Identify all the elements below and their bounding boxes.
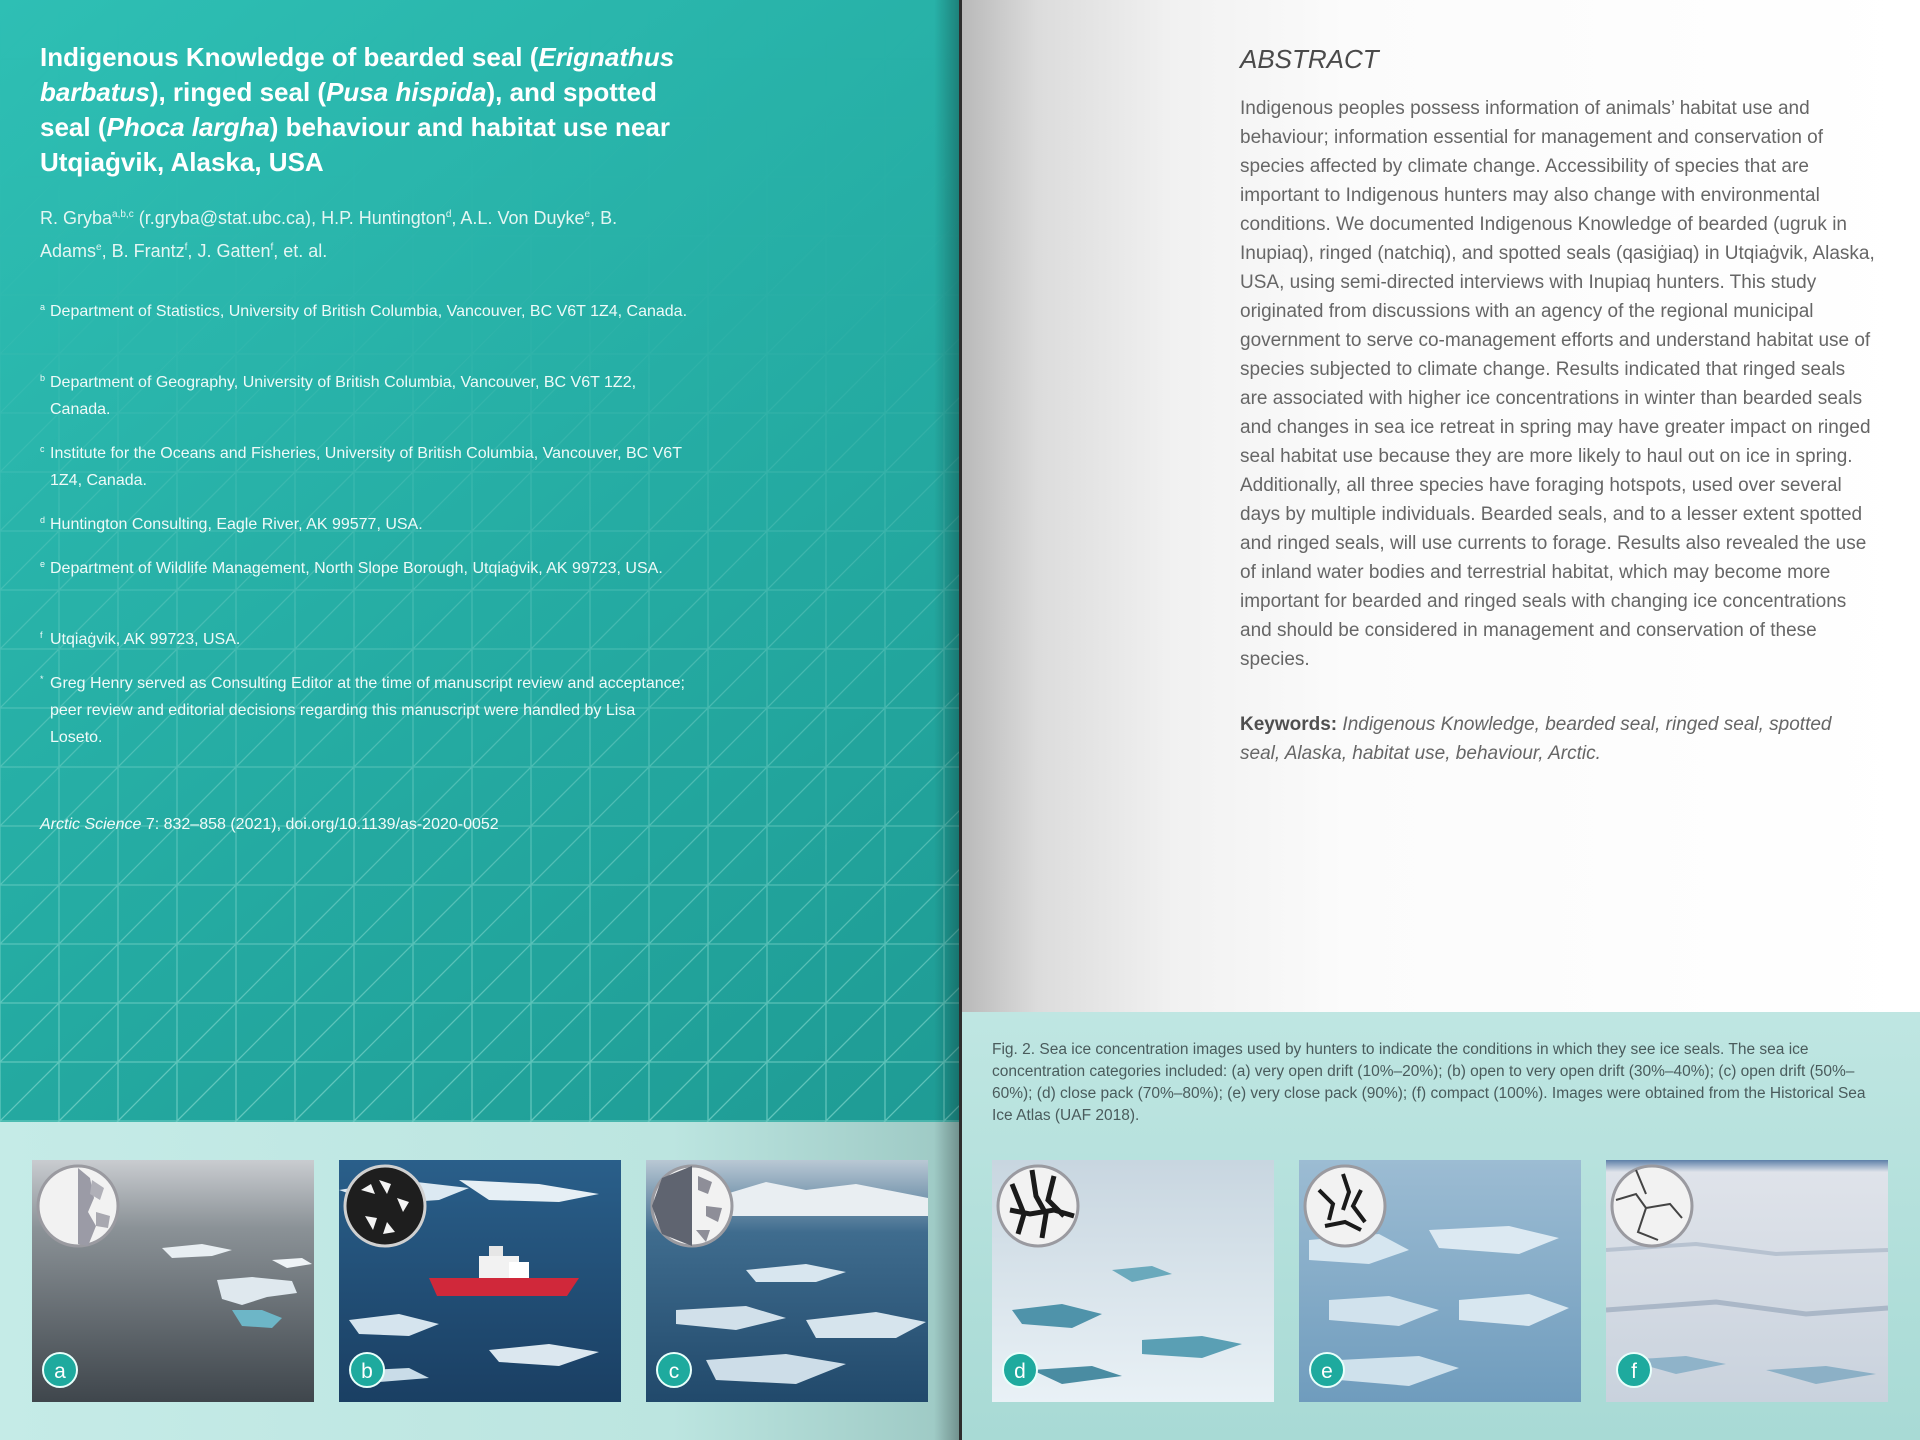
author-affiliation-marker: e: [584, 209, 591, 220]
author-name: B. Adams: [40, 208, 618, 261]
affiliation-item: [40, 511, 690, 538]
title-text: ) behaviour and habitat use near Utqiaġvik, Alaska, USA: [40, 112, 670, 177]
grid-line: [884, 0, 960, 1122]
keywords-label: Keywords:: [1240, 714, 1338, 735]
figure-panel-d: [992, 1160, 1274, 1402]
author-name: R. Gryba: [40, 208, 113, 228]
affiliation-item: [40, 670, 690, 751]
icebreaker-ship: [429, 1278, 579, 1296]
panel-label-c: c: [656, 1352, 692, 1388]
author-name: A.L. Von Duyke: [460, 208, 585, 228]
author-affiliation-marker: f: [184, 242, 188, 253]
grid-line: [707, 0, 960, 1122]
authors-tail: et. al.: [283, 241, 328, 261]
affiliation-text: Department of Wildlife Management, North Slope Borough, Utqiaġvik, AK 99723, USA.: [50, 560, 663, 577]
book-spine: [959, 0, 962, 1440]
grid-line: [825, 0, 960, 1122]
title-text: Indigenous Knowledge of bearded seal (: [40, 42, 539, 72]
author-affiliation-marker: a,b,c: [112, 209, 134, 220]
figure-panel-b: [339, 1160, 621, 1402]
author-email[interactable]: (r.gryba@stat.ubc.ca): [133, 208, 312, 228]
figure-caption: Fig. 2. Sea ice concentration images used by hunters to indicate the conditions in which they see ice seals. The sea ice concentration categories included: (a) very open drift (10%–20%); (b) open to very open drift (30%–40%); (c) open drift (50%–60%); (d) close pack (70%–80%); (e) very close pack (90%); (f) compact (100%). Images were obtained from the Historical Sea Ice Atlas (UAF 2018).: [992, 1041, 1866, 1124]
abstract-heading: ABSTRACT: [1240, 44, 1379, 74]
affiliation-letter: f: [40, 630, 43, 640]
panel-label-d: d: [1002, 1352, 1038, 1388]
citation: [40, 816, 499, 834]
affiliation-text: Greg Henry served as Consulting Editor at the time of manuscript review and acceptance; peer review and editorial decisions regarding this manuscript were handled by Lisa Loseto.: [50, 675, 685, 746]
ice-concentration-icon-d: [998, 1166, 1078, 1246]
affiliation-letter: *: [40, 674, 44, 684]
panel-label-e: e: [1309, 1352, 1345, 1388]
title-species-name: Phoca largha: [106, 112, 270, 142]
figure-panel-f: [1606, 1160, 1888, 1402]
author-name: H.P. Huntington: [321, 208, 446, 228]
author-affiliation-marker: e: [96, 242, 102, 253]
abstract-body: Indigenous peoples possess information of animals’ habitat use and behaviour; information essential for management and conservation of species affected by climate change. Accessibility of species that are important to Indigenous hunters may also change with environmental conditions. We documented Indigenous Knowledge of bearded (ugruk in Inupiaq), ringed (natchiq), and spotted seals (qasiġiaq) in Utqiaġvik, Alaska, USA, using semi-directed interviews with Inupiaq hunters. This study originated from discussions with an agency of the regional municipal government to serve co-management efforts and understand habitat use of species subjected to climate change. Results indicated that ringed seals are associated with higher ice concentrations in winter than bearded seals and changes in sea ice retreat in spring may have greater impact on ringed seal habitat use because they are more likely to haul out on ice in spring. Additionally, all three species have foraging hotspots, used over several days by multiple individuals. Bearded seals, and to a lesser extent spotted and ringed seals, will use currents to forage. Results also revealed the use of inland water bodies and terrestrial habitat, which may become more important for bearded and ringed seals with changing ice concentrations and should be considered in management and conservation of these species.: [1240, 98, 1875, 670]
affiliation-text: Huntington Consulting, Eagle River, AK 99577, USA.: [50, 516, 423, 533]
affiliation-text: Institute for the Oceans and Fisheries, University of British Columbia, Vancouver, BC V6T 1Z4, Canada.: [50, 445, 682, 489]
affiliation-item: [40, 440, 690, 494]
citation-details: 7: 832–858 (2021),: [141, 816, 286, 833]
panel-label-f: f: [1616, 1352, 1652, 1388]
affiliation-item: [40, 626, 690, 653]
author-affiliation-marker: d: [445, 209, 452, 220]
author-name: B. Frantz: [111, 241, 185, 261]
affiliation-text: Department of Geography, University of British Columbia, Vancouver, BC V6T 1Z2, Canada.: [50, 374, 637, 418]
affiliation-item: [40, 298, 690, 325]
title-text: ), ringed seal (: [149, 77, 327, 107]
affiliation-item: [40, 555, 690, 582]
keywords: [1240, 710, 1876, 768]
title-species-name: Pusa hispida: [326, 77, 487, 107]
article-title: [40, 40, 700, 180]
figure-panel-a: [32, 1160, 314, 1402]
affiliation-letter: e: [40, 559, 46, 569]
figure-panel-e: [1299, 1160, 1581, 1402]
keywords-list: Indigenous Knowledge, bearded seal, ringed seal, spotted seal, Alaska, habitat use, behaviour, Arctic.: [1240, 714, 1832, 764]
title-text: ), and spotted seal (: [40, 77, 657, 142]
affiliation-text: Utqiaġvik, AK 99723, USA.: [50, 631, 241, 648]
citation-journal: Arctic Science: [40, 816, 142, 833]
ice-concentration-icon-b: [345, 1166, 425, 1246]
citation-doi[interactable]: doi.org/10.1139/as-2020-0052: [285, 816, 499, 833]
affiliation-letter: a: [40, 302, 46, 312]
grid-line: [943, 0, 960, 1122]
panel-label-a: a: [42, 1352, 78, 1388]
affiliation-letter: d: [40, 515, 46, 525]
panel-label-b: b: [349, 1352, 385, 1388]
affiliation-letter: c: [40, 444, 45, 454]
affiliation-letter: b: [40, 373, 46, 383]
author-name: J. Gatten: [197, 241, 271, 261]
affiliation-text: Department of Statistics, University of British Columbia, Vancouver, BC V6T 1Z4, Canada.: [50, 303, 688, 320]
affiliation-item: [40, 369, 690, 423]
figure-panel-c: [646, 1160, 928, 1402]
author-list: R. Gryba$^{a,b,c}$ (r.gryba@stat.ubc.ca), H.P. Huntington$^d$, A.L. Von Duyke$^e$, B. Adams$^e$, B. Frantz$^f$, J. Gatten$^f$, et. al.: [40, 208, 618, 261]
author-affiliation-marker: f: [270, 242, 274, 253]
title-species-name: Erignathus barbatus: [40, 42, 675, 107]
